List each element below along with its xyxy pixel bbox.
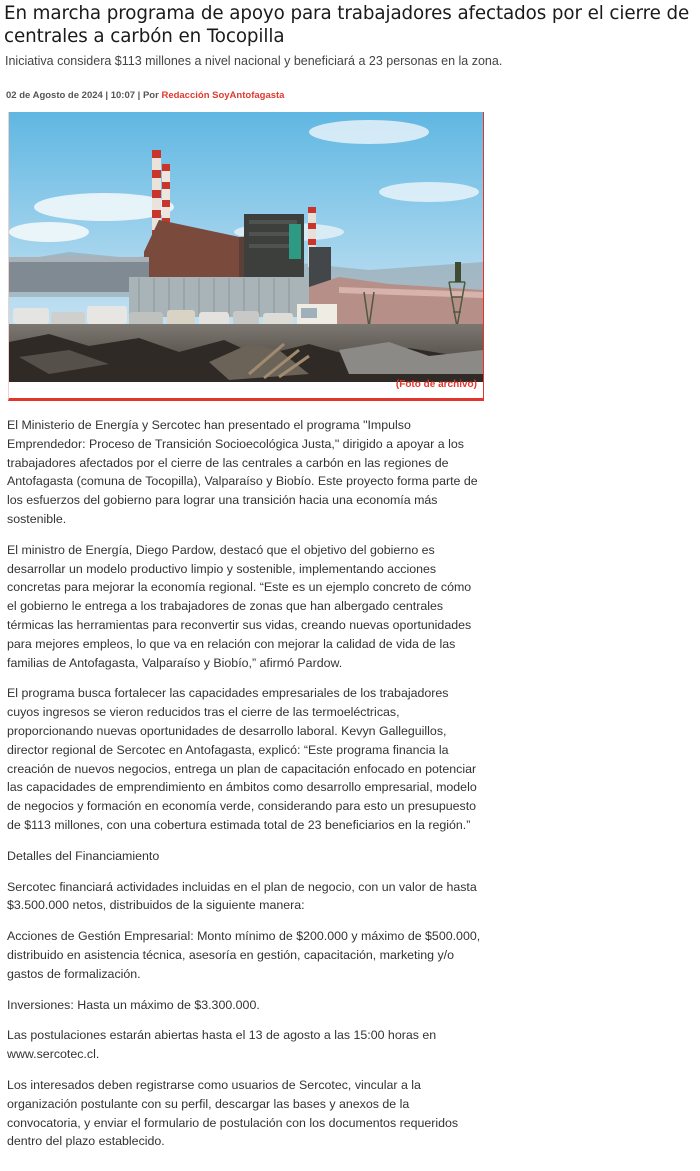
article-figure: [8, 112, 484, 401]
body-paragraph: Las postulaciones estarán abiertas hasta el 13 de agosto a las 15:00 horas en www.sercotec.cl.: [7, 1028, 437, 1062]
author-link[interactable]: Redacción SoyAntofagasta: [161, 90, 285, 101]
body-paragraph: El programa busca fortalecer las capacidades empresariales de los trabajadores cuyos ingresos se vieron reducidos tras el cierre de las termoeléctricas, proporcionando nuevas oportunidades de desarrollo laboral. Kevyn Galleguillos, director regional de Sercotec en Antofagasta, explicó: “Este programa financia la creación de nuevos negocios, entrega un plan de capacitación enfocado en potenciar las capacidades de emprendimiento en ámbitos como desarrollo empresarial, modelo de negocios y formación en economía verde, considerando para esto un presupuesto de $113 millones, con una cobertura estimada total de 23 beneficiarios en la región.”: [7, 686, 477, 832]
body-paragraph: Los interesados deben registrarse como usuarios de Sercotec, vincular a la organización postulante con su perfil, descargar las bases y anexos de la convocatoria, y enviar el formulario de postulación con los documentos requeridos dentro del plazo establecido.: [7, 1077, 459, 1149]
body-paragraph: Sercotec financiará actividades incluidas en el plan de negocio, con un valor de hasta $3.500.000 netos, distribuidos de la siguiente manera:: [7, 879, 477, 913]
article-meta: [6, 90, 284, 101]
article-headline: En marcha programa de apoyo para trabajadores afectados por el cierre de centrales a carbón en Tocopilla: [4, 3, 690, 47]
power-plant-photo: [9, 112, 483, 398]
body-paragraph: Inversiones: Hasta un máximo de $3.300.000.: [7, 997, 260, 1012]
section-heading: Detalles del Financiamiento: [7, 848, 160, 863]
photo-caption: (Foto de archivo): [395, 379, 477, 390]
body-paragraph: Acciones de Gestión Empresarial: Monto mínimo de $200.000 y máximo de $500.000, distribuido en asistencia técnica, asesoría en gestión, capacitación, marketing y/o gastos de formalización.: [7, 929, 481, 981]
article-body: [7, 416, 483, 1163]
article-date: 02 de Agosto de 2024 | 10:07 | Por: [6, 90, 159, 101]
article-subtitle: Iniciativa considera $113 millones a nivel nacional y beneficiará a 23 personas en la zona.: [5, 54, 503, 68]
body-paragraph: El Ministerio de Energía y Sercotec han presentado el programa "Impulso Emprendedor: Proceso de Transición Socioecológica Justa," dirigido a apoyar a los trabajadores afectados por el cierre de las centrales a carbón en las regiones de Antofagasta (comuna de Tocopilla), Valparaíso y Biobío. Este proyecto forma parte de los esfuerzos del gobierno para lograr una transición hacia una economía más sostenible.: [7, 418, 478, 526]
body-paragraph: El ministro de Energía, Diego Pardow, destacó que el objetivo del gobierno es desarrollar un modelo productivo limpio y sostenible, implementando acciones concretas para mejorar la economía regional. “Este es un ejemplo concreto de cómo el gobierno le entrega a los trabajadores de zonas que han albergado centrales térmicas las herramientas para reconvertir sus vidas, creando nuevas oportunidades para mejores empleos, lo que va en relación con mejorar la calidad de vida de las familias de Antofagasta, Valparaíso y Biobío,” afirmó Pardow.: [7, 542, 472, 670]
